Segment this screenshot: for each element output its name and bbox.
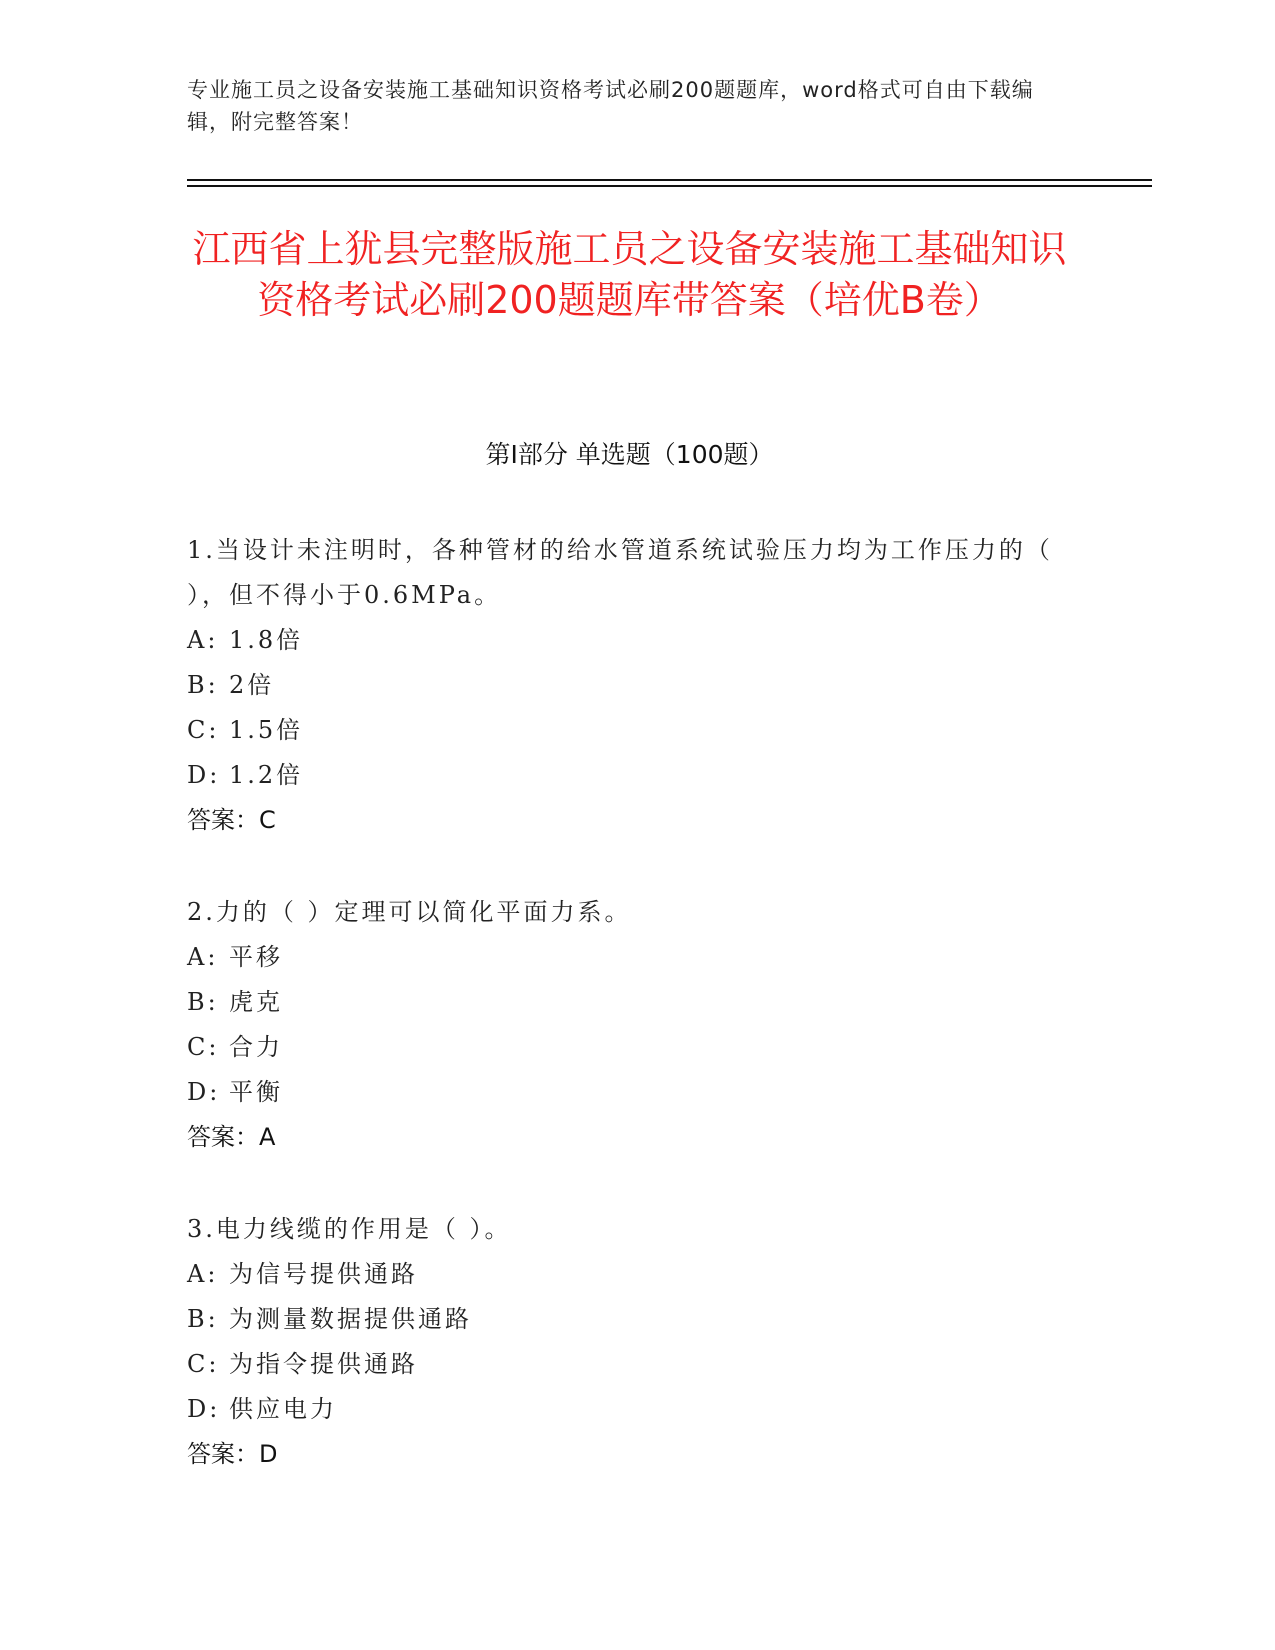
option-text: 1.8倍 bbox=[229, 626, 304, 654]
option-letter: A: bbox=[187, 626, 219, 654]
option-c bbox=[187, 708, 1067, 753]
question-1 bbox=[187, 528, 1067, 843]
option-letter: A: bbox=[187, 1260, 219, 1288]
option-letter: B: bbox=[187, 988, 219, 1016]
answer-value: C bbox=[259, 806, 276, 834]
header-divider-top bbox=[187, 179, 1152, 181]
option-text: 为测量数据提供通路 bbox=[229, 1305, 472, 1333]
question-stem: 3.电力线缆的作用是（ ）。 bbox=[187, 1215, 512, 1243]
option-b bbox=[187, 663, 1067, 708]
option-b bbox=[187, 1297, 1067, 1342]
option-text: 平移 bbox=[229, 943, 283, 971]
answer-line bbox=[187, 1432, 1067, 1477]
option-letter: D: bbox=[187, 1078, 221, 1106]
answer-label: 答案： bbox=[187, 1440, 259, 1468]
answer-line bbox=[187, 1115, 1067, 1160]
document-title: 江西省上犹县完整版施工员之设备安装施工基础知识资格考试必刷200题题库带答案（培优B卷） bbox=[192, 227, 1067, 322]
option-letter: B: bbox=[187, 671, 219, 699]
option-letter: D: bbox=[187, 1395, 221, 1423]
option-text: 供应电力 bbox=[229, 1395, 337, 1423]
header-divider-bottom bbox=[187, 185, 1152, 187]
option-text: 2倍 bbox=[229, 671, 275, 699]
option-letter: A: bbox=[187, 943, 219, 971]
option-text: 为指令提供通路 bbox=[229, 1350, 418, 1378]
option-a bbox=[187, 618, 1067, 663]
option-letter: C: bbox=[187, 1350, 220, 1378]
section-heading: 第I部分 单选题（100题） bbox=[485, 440, 774, 469]
option-letter: B: bbox=[187, 1305, 219, 1333]
question-stem: 1.当设计未注明时，各种管材的给水管道系统试验压力均为工作压力的（ ），但不得小于0.6MPa。 bbox=[187, 536, 1053, 609]
answer-value: D bbox=[259, 1440, 278, 1468]
option-text: 虎克 bbox=[229, 988, 283, 1016]
answer-value: A bbox=[259, 1123, 276, 1151]
question-stem: 2.力的（ ）定理可以简化平面力系。 bbox=[187, 898, 632, 926]
answer-label: 答案： bbox=[187, 806, 259, 834]
option-d bbox=[187, 753, 1067, 798]
option-d bbox=[187, 1387, 1067, 1432]
option-a bbox=[187, 1252, 1067, 1297]
option-text: 合力 bbox=[229, 1033, 283, 1061]
option-c bbox=[187, 1025, 1067, 1070]
question-3 bbox=[187, 1207, 1067, 1477]
answer-label: 答案： bbox=[187, 1123, 259, 1151]
option-text: 为信号提供通路 bbox=[229, 1260, 418, 1288]
answer-line bbox=[187, 798, 1067, 843]
option-text: 1.2倍 bbox=[229, 761, 304, 789]
option-text: 1.5倍 bbox=[229, 716, 304, 744]
option-letter: C: bbox=[187, 1033, 220, 1061]
header-note: 专业施工员之设备安装施工基础知识资格考试必刷200题题库，word格式可自由下载编辑，附完整答案！ bbox=[187, 78, 1034, 134]
option-b bbox=[187, 980, 1067, 1025]
question-2 bbox=[187, 890, 1067, 1160]
option-d bbox=[187, 1070, 1067, 1115]
option-letter: C: bbox=[187, 716, 220, 744]
question-list bbox=[187, 528, 1067, 1524]
option-a bbox=[187, 935, 1067, 980]
option-text: 平衡 bbox=[229, 1078, 283, 1106]
option-c bbox=[187, 1342, 1067, 1387]
option-letter: D: bbox=[187, 761, 221, 789]
